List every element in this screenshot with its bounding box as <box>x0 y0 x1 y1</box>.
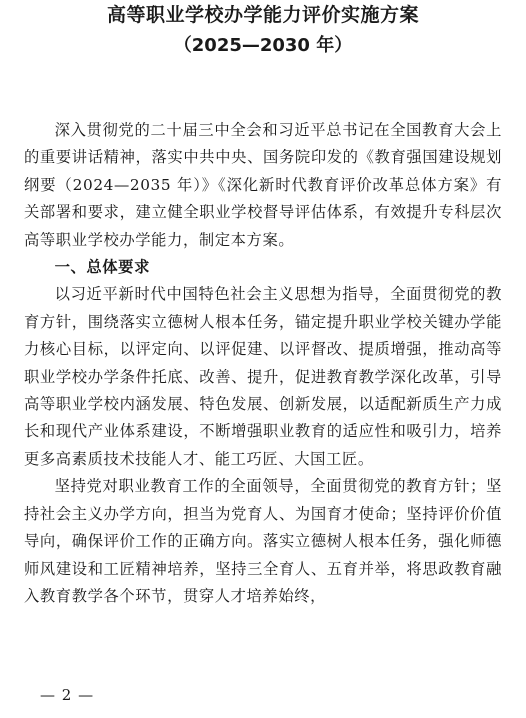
page-number: — 2 — <box>40 686 95 704</box>
section-heading-general-requirements: 一、总体要求 <box>54 258 150 277</box>
paragraph-party-leadership: 坚持党对职业教育工作的全面领导，全面贯彻党的教育方针；坚持社会主义办学方向，担当为党育人、为国育才使命；坚持评价价值导向，确保评价工作的正确方向。落实立德树人根本任务，强化师德师风建设和工匠精神培养，坚持三全育人、五育并举，将思政教育融入教育教学各个环节，贯穿人才培养始终， <box>24 477 502 605</box>
document-title: 高等职业学校办学能力评价实施方案 <box>106 4 419 26</box>
paragraph-guiding-thought: 以习近平新时代中国特色社会主义思想为指导，全面贯彻党的教育方针，围绕落实立德树人根本任务，锚定提升职业学校关键办学能力核心目标，以评定向、以评促建、以评督改、提质增强，推动高等职业学校办学条件托底、改善、提升，促进教育教学深化改革，引导高等职业学校内涵发展、特色发展、创新发展，以适配新质生产力成长和现代产业体系建设，不断增强职业教育的适应性和吸引力，培养更多高素质技术技能人才、能工巧匠、大国工匠。 <box>24 285 502 468</box>
paragraph-intro: 深入贯彻党的二十届三中全会和习近平总书记在全国教育大会上的重要讲话精神，落实中共中央、国务院印发的《教育强国建设规划纲要（2024—2035 年）》《深化新时代教育评价改革总体方案》有关部署和要求，建立健全职业学校督导评估体系，有效提升专科层次高等职业学校办学能力，制定本方案。 <box>24 121 502 249</box>
document-subtitle: （2025—2030 年） <box>173 35 353 56</box>
document-body <box>24 117 502 610</box>
